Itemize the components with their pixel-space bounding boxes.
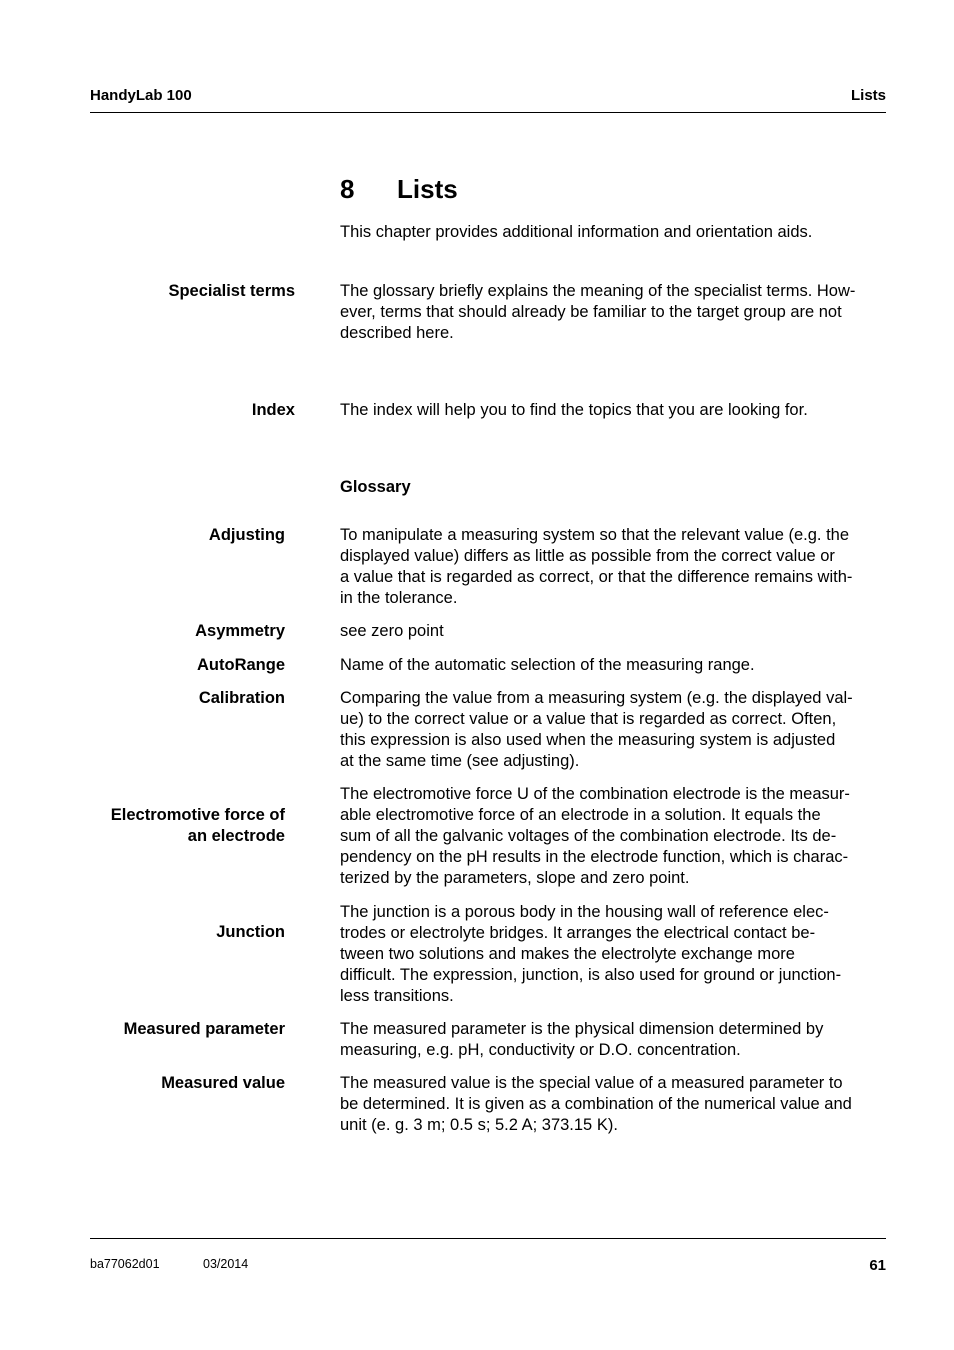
glossary-term-calibration: Calibration <box>198 689 285 707</box>
chapter-number: 8 <box>340 174 355 204</box>
text-line: tween two solutions and makes the electrolyte exchange more <box>340 945 795 963</box>
text-line: The measured value is the special value of a measured parameter to <box>340 1074 843 1092</box>
footer-doc-id: ba77062d01 <box>90 1257 160 1271</box>
chapter-title: Lists <box>397 174 458 204</box>
text-line: in the tolerance. <box>340 589 458 607</box>
text-line: Name of the automatic selection of the measuring range. <box>340 656 755 674</box>
text-line: pendency on the pH results in the electrode function, which is charac- <box>340 848 849 866</box>
glossary-term-autorange: AutoRange <box>197 656 285 674</box>
text-line: see zero point <box>340 622 444 640</box>
chapter-intro: This chapter provides additional information and orientation aids. <box>340 223 813 241</box>
glossary-term-electromotive-force <box>111 805 285 847</box>
glossary-definition-calibration <box>340 688 886 772</box>
glossary-definition-measured-parameter <box>340 1019 886 1061</box>
text-line: To manipulate a measuring system so that the relevant value (e.g. the <box>340 526 850 544</box>
running-header-section: Lists <box>850 87 886 104</box>
glossary-term-measured-parameter: Measured parameter <box>123 1020 285 1038</box>
glossary-definition-measured-value <box>340 1073 886 1136</box>
index-text: The index will help you to find the topics that you are looking for. <box>340 401 808 419</box>
footer-rule <box>90 1238 886 1239</box>
text-line: displayed value) differs as little as possible from the correct value or <box>340 547 835 565</box>
text-line: The glossary briefly explains the meaning of the specialist terms. How- <box>340 282 856 300</box>
text-line: The junction is a porous body in the housing wall of reference elec- <box>340 903 829 921</box>
text-line: terized by the parameters, slope and zero point. <box>340 869 690 887</box>
glossary-heading: Glossary <box>340 478 411 496</box>
text-line: unit (e. g. 3 m; 0.5 s; 5.2 A; 373.15 K). <box>340 1116 618 1134</box>
text-line: this expression is also used when the measuring system is adjusted <box>340 731 836 749</box>
text-line: at the same time (see adjusting). <box>340 752 580 770</box>
text-line: measuring, e.g. pH, conductivity or D.O. concentration. <box>340 1041 741 1059</box>
text-line: trodes or electrolyte bridges. It arranges the electrical contact be- <box>340 924 816 942</box>
glossary-definition-autorange <box>340 655 886 676</box>
text-line: ever, terms that should already be familiar to the target group are not <box>340 303 842 321</box>
index-label: Index <box>251 401 295 419</box>
glossary-definition-electromotive-force <box>340 784 886 889</box>
glossary-definition-adjusting <box>340 525 886 609</box>
running-header-title: HandyLab 100 <box>90 87 192 104</box>
text-line: sum of all the galvanic voltages of the combination electrode. Its de- <box>340 827 837 845</box>
glossary-definition-asymmetry <box>340 621 886 642</box>
term-line: an electrode <box>187 827 285 845</box>
specialist-terms-text <box>340 281 886 344</box>
glossary-term-adjusting: Adjusting <box>208 526 285 544</box>
glossary-term-junction: Junction <box>216 923 285 941</box>
text-line: less transitions. <box>340 987 454 1005</box>
text-line: difficult. The expression, junction, is also used for ground or junction- <box>340 966 842 984</box>
glossary-term-measured-value: Measured value <box>161 1074 285 1092</box>
text-line: The measured parameter is the physical dimension determined by <box>340 1020 824 1038</box>
text-line: be determined. It is given as a combination of the numerical value and <box>340 1095 852 1113</box>
text-line: Comparing the value from a measuring system (e.g. the displayed val- <box>340 689 853 707</box>
header-rule <box>90 112 886 113</box>
term-line: Electromotive force of <box>110 806 285 824</box>
glossary-definition-junction <box>340 902 886 1007</box>
text-line: described here. <box>340 324 454 342</box>
specialist-terms-label: Specialist terms <box>168 282 295 300</box>
text-line: ue) to the correct value or a value that is regarded as correct. Often, <box>340 710 837 728</box>
glossary-term-asymmetry: Asymmetry <box>195 622 285 640</box>
text-line: a value that is regarded as correct, or that the difference remains with- <box>340 568 853 586</box>
footer-date: 03/2014 <box>203 1257 249 1271</box>
text-line: able electromotive force of an electrode in a solution. It equals the <box>340 806 821 824</box>
text-line: The electromotive force U of the combination electrode is the measur- <box>340 785 850 803</box>
page-number: 61 <box>869 1257 886 1274</box>
